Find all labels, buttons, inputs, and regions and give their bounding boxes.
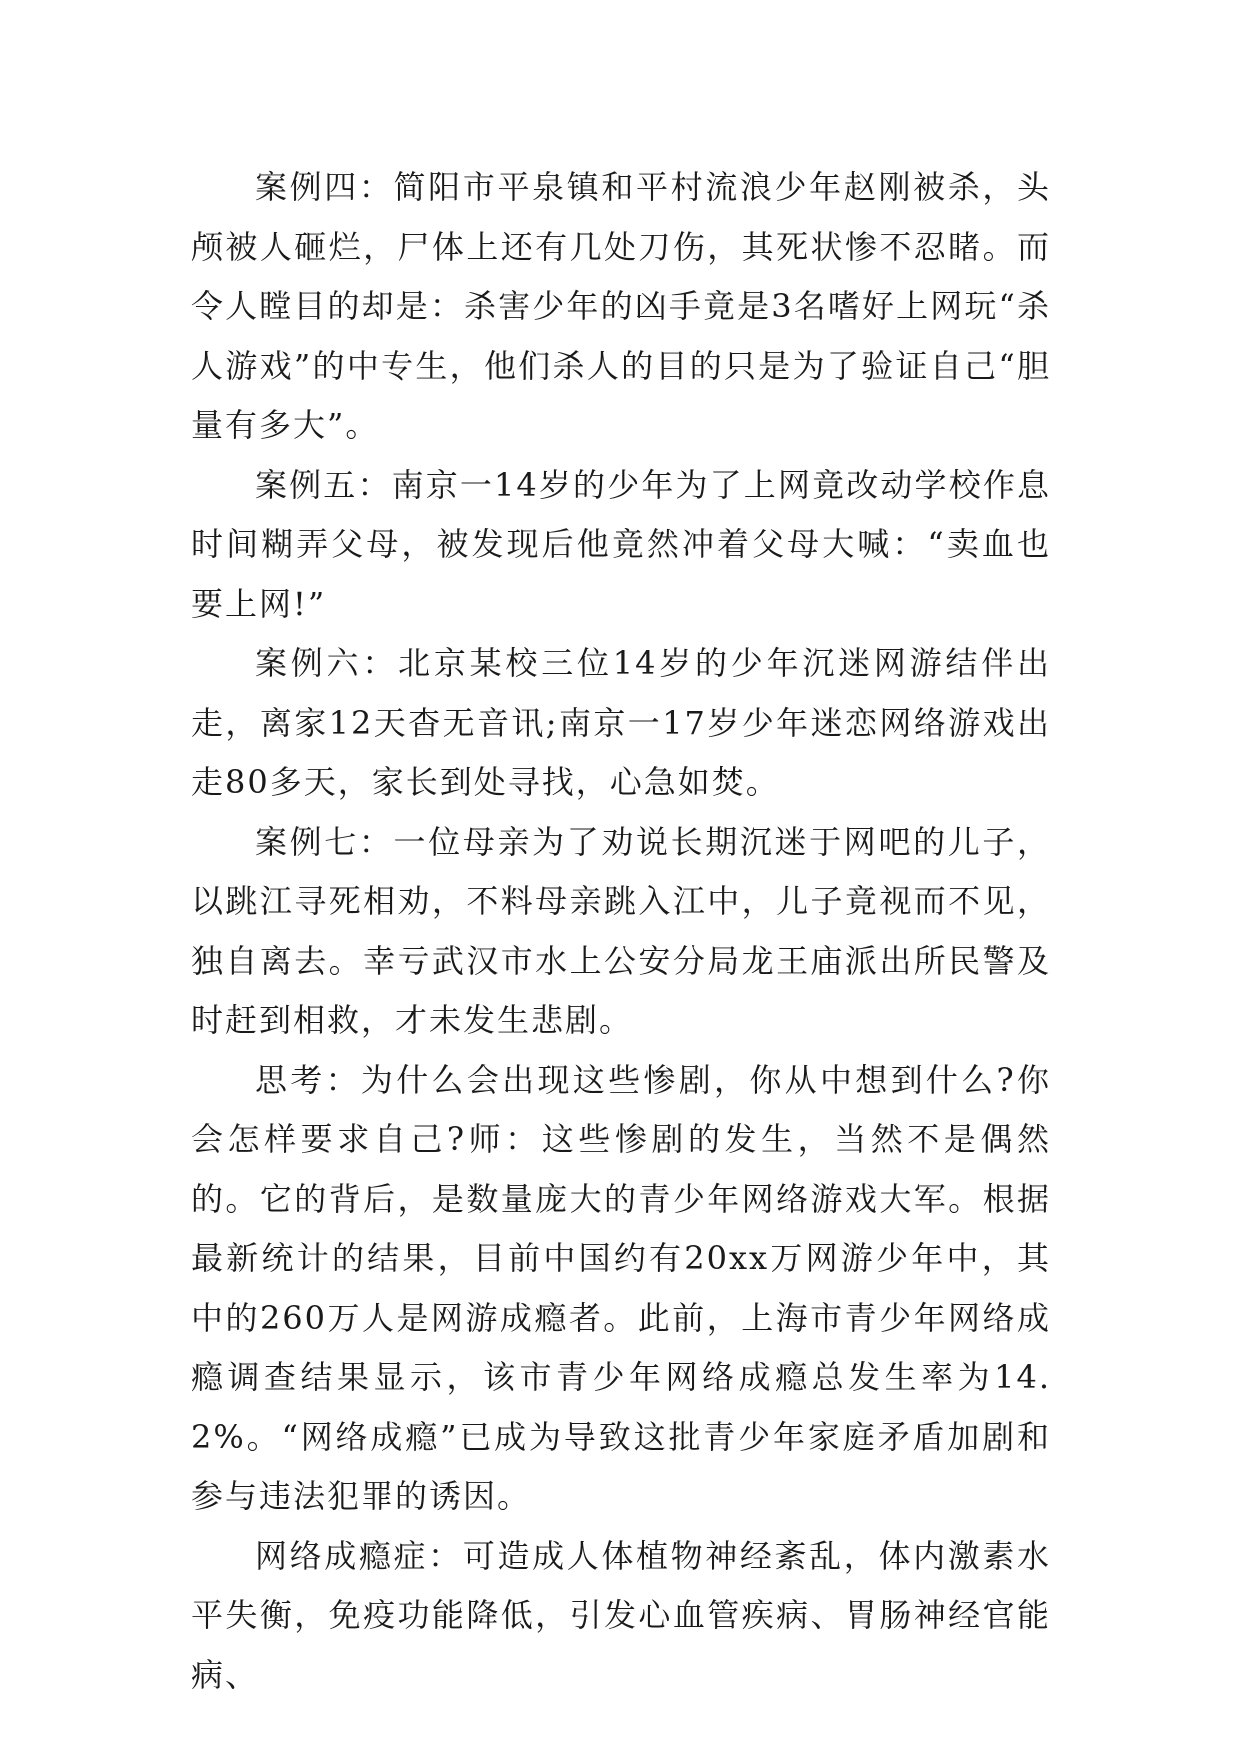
paragraph-case-seven: 案例七：一位母亲为了劝说长期沉迷于网吧的儿子，以跳江寻死相劝，不料母亲跳入江中，儿子竟视而不见，独自离去。幸亏武汉市水上公安分局龙王庙派出所民警及时赶到相救，才未发生悲剧。 bbox=[191, 822, 1051, 1039]
paragraph-reflection: 思考：为什么会出现这些惨剧，你从中想到什么?你会怎样要求自己?师：这些惨剧的发生，当然不是偶然的。它的背后，是数量庞大的青少年网络游戏大军。根据最新统计的结果，目前中国约有20xx万网游少年中，其中的260万人是网游成瘾者。此前，上海市青少年网络成瘾调查结果显示，该市青少年网络成瘾总发生率为14.2%。“网络成瘾”已成为导致这批青少年家庭矛盾加剧和参与违法犯罪的诱因。 bbox=[191, 1060, 1051, 1515]
paragraph-case-four: 案例四：简阳市平泉镇和平村流浪少年赵刚被杀，头颅被人砸烂，尸体上还有几处刀伤，其死状惨不忍睹。而令人瞠目的却是：杀害少年的凶手竟是3名嗜好上网玩“杀人游戏”的中专生，他们杀人的目的只是为了验证自己“胆量有多大”。 bbox=[191, 168, 1051, 444]
paragraph-case-six: 案例六：北京某校三位14岁的少年沉迷网游结伴出走，离家12天杳无音讯;南京一17岁少年迷恋网络游戏出走80多天，家长到处寻找，心急如焚。 bbox=[191, 644, 1051, 801]
document-body bbox=[191, 158, 1051, 1705]
paragraph-internet-addiction: 网络成瘾症：可造成人体植物神经紊乱，体内激素水平失衡，免疫功能降低，引发心血管疾病、胃肠神经官能病、 bbox=[191, 1536, 1051, 1694]
paragraph-case-five: 案例五：南京一14岁的少年为了上网竟改动学校作息时间糊弄父母，被发现后他竟然冲着父母大喊：“卖血也要上网!” bbox=[191, 465, 1051, 623]
